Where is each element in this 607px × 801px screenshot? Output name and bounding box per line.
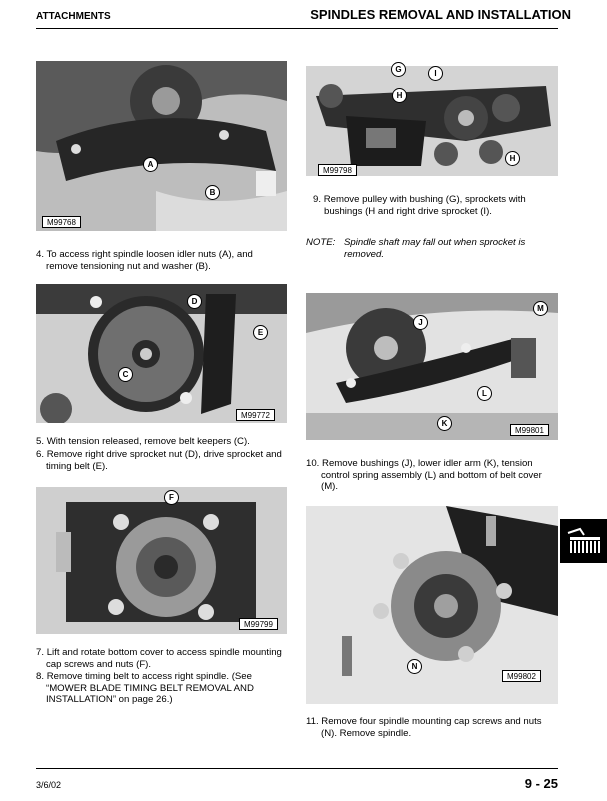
photo-idler-arm-image (306, 293, 558, 440)
photo-pulley-sprockets-image (306, 66, 558, 176)
figure-code: M99801 (510, 424, 549, 436)
step-text: To access right spindle loosen idler nuts (A), and remove tensioning nut and washer (B). (46, 249, 253, 272)
callout-f: F (164, 490, 179, 505)
callout-b: B (205, 185, 220, 200)
step-number: 10. (306, 458, 320, 469)
step-text: Remove bushings (J), lower idler arm (K), tension control spring assembly (L) and bottom of belt cover (M). (321, 458, 542, 492)
step-10 (306, 458, 558, 493)
photo-idler-arm (306, 293, 558, 440)
photo-drive-sprocket-image (36, 284, 287, 423)
figure-code: M99798 (318, 164, 357, 176)
step-text: Remove timing belt to access right spindle. (See “MOWER BLADE TIMING BELT REMOVAL AND INSTALLATION” on page 26.) (46, 671, 254, 705)
callout-c: C (118, 367, 133, 382)
figure-code: M99802 (502, 670, 541, 682)
step-text: With tension released, remove belt keepers (C). (46, 436, 250, 447)
step-number: 5. (36, 436, 45, 447)
photo-mounting-cap (36, 487, 287, 634)
page-number: 9 - 25 (524, 776, 558, 791)
photo-mounting-cap-image (36, 487, 287, 634)
callout-i: I (428, 66, 443, 81)
photo-pulley-sprockets (306, 66, 558, 176)
step-number: 11. (306, 716, 319, 727)
footer-date: 3/6/02 (36, 780, 62, 790)
step-7 (36, 647, 286, 670)
callout-h-2: H (505, 151, 520, 166)
callout-l: L (477, 386, 492, 401)
note-text: Spindle shaft may fall out when sprocket is removed. (344, 237, 526, 260)
step-text: Lift and rotate bottom cover to access spindle mounting cap screws and nuts (F). (46, 647, 282, 670)
figure-code: M99772 (236, 409, 275, 421)
section-label: ATTACHMENTS (36, 11, 111, 22)
step-text: Remove right drive sprocket nut (D), drive sprocket and timing belt (E). (46, 449, 282, 472)
callout-a: A (143, 157, 158, 172)
step-6 (36, 449, 286, 472)
photo-drive-sprocket (36, 284, 287, 423)
note-label: NOTE: (306, 237, 336, 248)
callout-d: D (187, 294, 202, 309)
step-number: 6. (36, 449, 45, 460)
page-title: SPINDLES REMOVAL AND INSTALLATION (310, 7, 571, 22)
footer-rule (36, 768, 558, 769)
step-text: Remove pulley with bushing (G), sprockets with bushings (H and right drive sprocket (I). (323, 194, 526, 217)
step-8 (36, 671, 286, 706)
mower-deck-icon (560, 519, 607, 563)
callout-g: G (391, 62, 406, 77)
step-number: 4. (36, 249, 45, 260)
step-number: 8. (36, 671, 45, 682)
figure-code: M99768 (42, 216, 81, 228)
callout-e: E (253, 325, 268, 340)
step-11 (306, 716, 558, 739)
callout-k: K (437, 416, 452, 431)
step-5 (36, 436, 286, 448)
photo-idler-nuts (36, 61, 287, 231)
section-tab (560, 519, 607, 563)
callout-n: N (407, 659, 422, 674)
step-number: 7. (36, 647, 45, 658)
step-number: 9. (313, 194, 322, 205)
callout-j: J (413, 315, 428, 330)
callout-h: H (392, 88, 407, 103)
header-rule (36, 28, 558, 29)
step-4 (36, 249, 286, 272)
callout-m: M (533, 301, 548, 316)
step-9 (313, 194, 558, 217)
note (306, 237, 558, 260)
figure-code: M99799 (239, 618, 278, 630)
step-text: Remove four spindle mounting cap screws and nuts (N). Remove spindle. (321, 716, 542, 739)
photo-idler-nuts-image (36, 61, 287, 231)
